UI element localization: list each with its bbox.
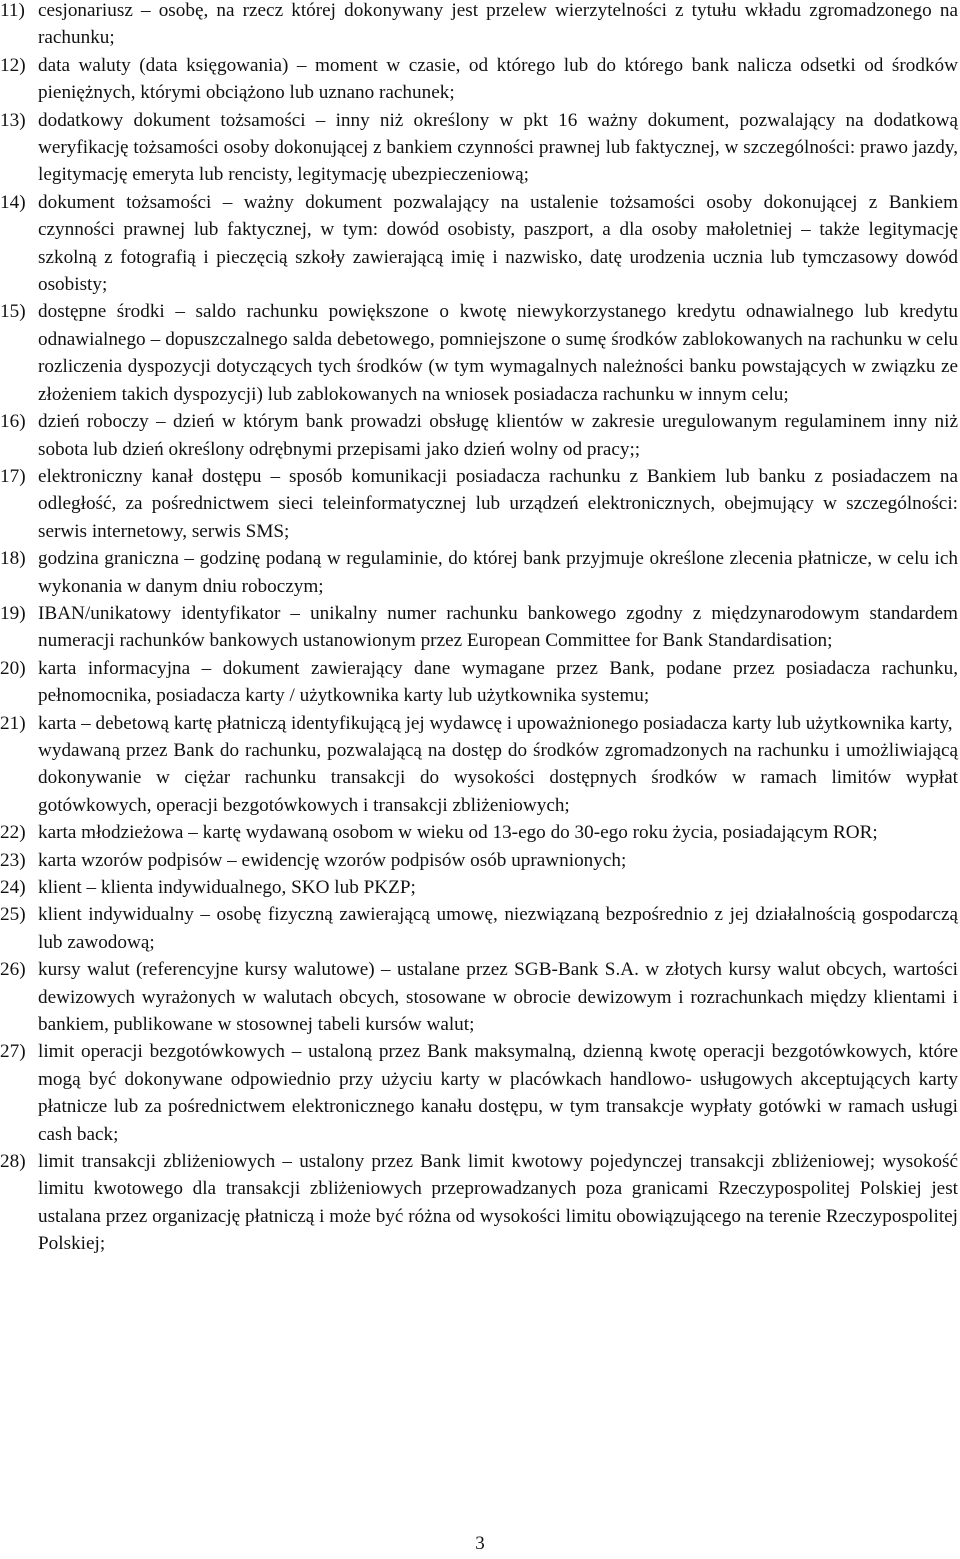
definition-item [0,600,958,655]
definition-number: 13) [0,109,26,131]
definition-text [38,52,958,107]
definition-item [0,1148,958,1258]
definition-number: 24) [0,877,26,898]
definition-text [38,819,958,846]
definition-paragraph: godzina graniczna – godzinę podaną w regulaminie, do której bank przyjmuje określone zlecenia płatnicze, w celu ich wykonania w danym dniu roboczym; [38,548,958,597]
definition-item [0,901,958,956]
definition-number: 17) [0,465,26,487]
definition-item [0,655,958,710]
definition-number: 26) [0,959,26,981]
definition-text [38,901,958,956]
definition-item [0,408,958,463]
definition-text [38,655,958,710]
definition-item [0,874,958,901]
definition-number: 11) [0,0,25,21]
definition-paragraph: dostępne środki – saldo rachunku powiększone o kwotę niewykorzystanego kredytu odnawialnego lub kredytu odnawialnego – dopuszczalnego salda debetowego, pomniejszone o sumę środków zablokowanych na rachunku w celu rozliczenia dyspozycji dotyczących tych środków (w tym wymagalnych należności banku powstających w związku ze złożeniem takich dyspozycji) lub zablokowanych na wniosek posiadacza rachunku w innym celu; [38,301,958,405]
definition-item [0,710,958,820]
definition-text [38,107,958,189]
definition-paragraph: limit operacji bezgotówkowych – ustaloną przez Bank maksymalną, dzienną kwotę operacji bezgotówkowych, które mogą być dokonywane odpowiednio przy użyciu karty w placówkach handlowo- usługowych akceptujących karty płatnicze lub za pośrednictwem elektronicznego kanału dostępu, w tym transakcje wypłaty gotówki w ramach usługi cash back; [38,1041,958,1145]
definition-paragraph: klient – klienta indywidualnego, SKO lub PKZP; [38,877,416,898]
definition-text [38,874,958,901]
definition-text [38,600,958,655]
definition-text [38,1038,958,1148]
definition-item [0,463,958,545]
definition-paragraph: karta wzorów podpisów – ewidencję wzorów podpisów osób uprawnionych; [38,849,627,871]
definition-text [38,298,958,408]
definition-number: 21) [0,712,26,734]
definition-item [0,189,958,299]
definition-number: 28) [0,1151,26,1173]
definition-number: 25) [0,904,26,926]
definition-paragraph: data waluty (data księgowania) – moment w czasie, od którego lub do którego bank nalicza odsetki od środków pieniężnych, którymi obciążono lub uznano rachunek; [38,54,958,104]
definition-item [0,0,958,52]
definition-item [0,819,958,846]
definition-number: 16) [0,411,26,433]
definition-text [38,1148,958,1258]
definition-number: 19) [0,602,26,624]
definition-item [0,956,958,1038]
definition-paragraph: dzień roboczy – dzień w którym bank prowadzi obsługę klientów w zakresie uregulowanym regulaminem inny niż sobota lub dzień określony odrębnymi przepisami jako dzień wolny od pracy;; [38,411,958,460]
definition-paragraph: karta młodzieżowa – kartę wydawaną osobom w wieku od 13-ego do 30-ego roku życia, posiadającym ROR; [38,822,878,844]
definition-text [38,710,958,820]
definition-paragraph: karta informacyjna – dokument zawierający dane wymagane przez Bank, podane przez posiadacza rachunku, pełnomocnika, posiadacza karty / użytkownika karty lub użytkownika systemu; [38,657,958,707]
definition-paragraph: elektroniczny kanał dostępu – sposób komunikacji posiadacza rachunku z Bankiem lub banku z posiadaczem na odległość, za pośrednictwem sieci teleinformatycznej lub urządzeń elektronicznych, obejmujący w szczególności: serwis internetowy, serwis SMS; [38,465,958,542]
definition-paragraph: karta – debetową kartę płatniczą identyfikującą jej wydawcę i upoważnionego posiadacza karty lub użytkownika karty, [38,712,953,734]
definition-text [38,847,958,874]
definition-number: 23) [0,849,26,871]
definition-paragraph: cesjonariusz – osobę, na rzecz której dokonywany jest przelew wierzytelności z tytułu wkładu zgromadzonego na rachunku; [38,0,958,49]
definition-number: 27) [0,1041,26,1063]
definition-number: 14) [0,191,26,213]
definition-text [38,408,958,463]
definition-item [0,545,958,600]
definition-item [0,847,958,874]
definition-number: 18) [0,548,26,570]
definition-paragraph: dodatkowy dokument tożsamości – inny niż określony w pkt 16 ważny dokument, pozwalający na dodatkową weryfikację tożsamości osoby dokonującej z bankiem czynności prawnej lub faktycznej, w szczególności: prawo jazdy, legitymację emeryta lub rencisty, legitymację ubezpieczeniową; [38,109,958,186]
definition-text [38,545,958,600]
definition-text [38,463,958,545]
definition-paragraph: wydawaną przez Bank do rachunku, pozwalającą na dostęp do środków zgromadzonych na rachunku i umożliwiającą dokonywanie w ciężar rachunku transakcji do wysokości dostępnych środków w ramach limitów wypłat gotówkowych, operacji bezgotówkowych i transakcji zbliżeniowych; [38,739,958,816]
definition-number: 15) [0,301,26,323]
definition-number: 22) [0,822,26,844]
definition-text [38,189,958,299]
definition-paragraph: klient indywidualny – osobę fizyczną zawierającą umowę, niezwiązaną bezpośrednio z jej działalnością gospodarczą lub zawodową; [38,904,958,953]
definition-paragraph: limit transakcji zbliżeniowych – ustalony przez Bank limit kwotowy pojedynczej transakcji zbliżeniowej; wysokość limitu kwotowego dla transakcji zbliżeniowych przeprowadzanych poza granicami Rzeczypospolitej Polskiej jest ustalana przez organizację płatniczą i może być różna od wysokości limitu obowiązującego na terenie Rzeczypospolitej Polskiej; [38,1151,958,1255]
definition-text [38,0,958,52]
definition-item [0,298,958,408]
definition-paragraph: IBAN/unikatowy identyfikator – unikalny numer rachunku bankowego zgodny z międzynarodowym standardem numeracji rachunków bankowych ustanowionym przez European Committee for Bank Standardisation; [38,602,958,652]
page-number: 3 [475,1533,485,1554]
definition-number: 20) [0,657,26,679]
definition-paragraph: kursy walut (referencyjne kursy walutowe) – ustalane przez SGB-Bank S.A. w złotych kursy walut obcych, wartości dewizowych wyrażonych w walutach obcych, stosowane w obrocie dewizowym i rozrachunkach między klientami i bankiem, publikowane w stosownej tabeli kursów walut; [38,959,958,1036]
definition-item [0,52,958,107]
definition-number: 12) [0,54,26,76]
definition-item [0,1038,958,1148]
definition-item [0,107,958,189]
definition-text [38,956,958,1038]
definition-paragraph: dokument tożsamości – ważny dokument pozwalający na ustalenie tożsamości osoby dokonującej z Bankiem czynności prawnej lub faktycznej, w tym: dowód osobisty, paszport, a dla osoby małoletniej – także legitymację szkolną z fotografią i pieczęcią szkoły zawierającą imię i nazwisko, datę urodzenia ucznia lub tymczasowy dowód osobisty; [38,191,958,296]
